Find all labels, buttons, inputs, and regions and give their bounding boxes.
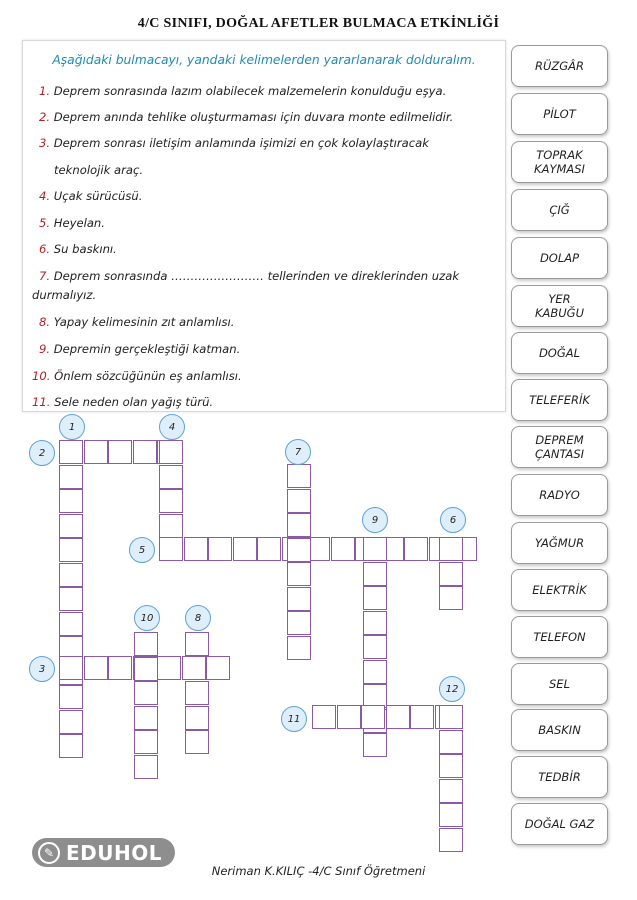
clue-text: Su baskını. <box>53 242 117 256</box>
clue-number-badge: 4 <box>159 414 185 440</box>
clue-3 <box>39 136 429 150</box>
crossword-cell[interactable] <box>59 734 83 758</box>
clue-text: Deprem sonrası iletişim anlamında işimizi en çok kolaylaştıracak <box>53 136 429 150</box>
word-text: DOĞAL <box>538 346 581 360</box>
word-text: YAĞMUR <box>534 536 585 550</box>
clue-number-badge: 7 <box>285 439 311 465</box>
word-card <box>511 426 608 468</box>
clue-text: Uçak sürücüsü. <box>53 189 143 203</box>
crossword-cell[interactable] <box>185 730 209 754</box>
clue-text: Sele neden olan yağış türü. <box>54 395 214 409</box>
crossword-cell[interactable] <box>363 562 387 586</box>
word-card <box>511 522 608 564</box>
word-text: TOPRAK KAYMASI <box>534 148 585 176</box>
clue-7-continuation: durmalıyız. <box>32 288 97 302</box>
crossword-cell[interactable] <box>185 632 209 656</box>
crossword-cell[interactable] <box>59 587 83 611</box>
clue-number-badge: 6 <box>440 507 466 533</box>
crossword-cell[interactable] <box>404 537 428 561</box>
crossword-cell[interactable] <box>363 635 387 659</box>
word-card <box>511 93 608 135</box>
clue-11 <box>32 395 213 409</box>
word-text: RADYO <box>539 488 580 502</box>
crossword-cell[interactable] <box>363 733 387 757</box>
crossword-cell[interactable] <box>134 681 158 705</box>
clue-number-badge: 11 <box>281 706 307 732</box>
clue-text: Heyelan. <box>53 216 105 230</box>
clue-number-badge: 12 <box>439 676 465 702</box>
crossword-cell[interactable] <box>439 779 463 803</box>
word-text: BASKIN <box>538 723 581 737</box>
crossword-cell[interactable] <box>185 706 209 730</box>
clue-panel <box>22 40 506 412</box>
crossword-cell[interactable] <box>134 706 158 730</box>
crossword-cell[interactable] <box>386 705 410 729</box>
crossword-cell[interactable] <box>133 440 157 464</box>
crossword-cell[interactable] <box>233 537 257 561</box>
clue-text: Önlem sözcüğünün eş anlamlısı. <box>54 369 242 383</box>
crossword-cell[interactable] <box>439 828 463 852</box>
crossword-cell[interactable] <box>331 537 355 561</box>
crossword-cell[interactable] <box>59 538 83 562</box>
crossword-cell[interactable] <box>337 705 361 729</box>
crossword-cell[interactable] <box>59 465 83 489</box>
clue-8 <box>39 315 234 329</box>
word-text: TEDBİR <box>538 770 581 784</box>
crossword-cell[interactable] <box>363 611 387 635</box>
crossword-cell[interactable] <box>287 464 311 488</box>
crossword-cell[interactable] <box>108 440 132 464</box>
crossword-cell[interactable] <box>134 730 158 754</box>
crossword-cell[interactable] <box>108 656 132 680</box>
word-text: SEL <box>549 677 570 691</box>
clue-number: 4. <box>39 189 51 203</box>
clue-number: 11. <box>32 395 51 409</box>
crossword-cell[interactable] <box>287 611 311 635</box>
word-text: DOĞAL GAZ <box>524 817 595 831</box>
crossword-cell[interactable] <box>206 656 230 680</box>
clue-text: Deprem sonrasında …………………… tellerinden ve direklerinden uzak <box>53 269 460 283</box>
clue-number-badge: 1 <box>59 414 85 440</box>
word-text: TELEFON <box>533 630 586 644</box>
word-text: PİLOT <box>543 107 576 121</box>
crossword-cell[interactable] <box>363 537 387 561</box>
word-text: ELEKTRİK <box>532 583 587 597</box>
clue-number: 2. <box>39 110 51 124</box>
logo-mark-icon: ✎ <box>38 842 60 864</box>
crossword-cell[interactable] <box>439 537 463 561</box>
crossword-cell[interactable] <box>361 705 385 729</box>
clue-number: 9. <box>39 342 51 356</box>
clue-text: Deprem sonrasında lazım olabilecek malzemelerin konulduğu eşya. <box>53 84 447 98</box>
word-card <box>511 45 608 87</box>
crossword-cell[interactable] <box>59 685 83 709</box>
crossword-cell[interactable] <box>257 537 281 561</box>
word-text: ÇIĞ <box>549 203 570 217</box>
crossword-cell[interactable] <box>59 656 83 680</box>
crossword-cell[interactable] <box>363 586 387 610</box>
clue-5 <box>39 216 105 230</box>
logo-text: EDUHOL <box>66 840 162 865</box>
word-card <box>511 569 608 611</box>
word-card <box>511 709 608 751</box>
crossword-cell[interactable] <box>59 440 83 464</box>
crossword-cell[interactable] <box>287 538 311 562</box>
clue-number-badge: 9 <box>362 507 388 533</box>
crossword-cell[interactable] <box>134 755 158 779</box>
word-card <box>511 756 608 798</box>
crossword-cell[interactable] <box>159 440 183 464</box>
clue-9 <box>39 342 240 356</box>
word-text: TELEFERİK <box>529 393 590 407</box>
word-card <box>511 237 608 279</box>
crossword-cell[interactable] <box>59 710 83 734</box>
crossword-cell[interactable] <box>439 586 463 610</box>
crossword-cell[interactable] <box>84 656 108 680</box>
clue-number-badge: 2 <box>29 440 55 466</box>
crossword-cell[interactable] <box>363 660 387 684</box>
clue-number: 8. <box>39 315 51 329</box>
crossword-cell[interactable] <box>287 562 311 586</box>
crossword-cell[interactable] <box>439 803 463 827</box>
clue-4 <box>39 189 142 203</box>
crossword-cell[interactable] <box>287 489 311 513</box>
word-text: DOLAP <box>539 251 580 265</box>
eduhol-logo <box>32 838 175 867</box>
clue-2 <box>39 110 453 124</box>
clue-number: 1. <box>39 84 51 98</box>
page-title: 4/C SINIFI, DOĞAL AFETLER BULMACA ETKİNLİĞİ <box>137 16 500 31</box>
crossword-cell[interactable] <box>287 513 311 537</box>
word-card <box>511 285 608 327</box>
footer-credit: Neriman K.KILIÇ -4/C Sınıf Öğretmeni <box>211 864 426 878</box>
crossword-cell[interactable] <box>59 489 83 513</box>
clue-number: 5. <box>39 216 51 230</box>
crossword-cell[interactable] <box>134 657 158 681</box>
word-text: YER KABUĞU <box>534 292 585 320</box>
word-card <box>511 474 608 516</box>
crossword-cell[interactable] <box>182 656 206 680</box>
crossword-cell[interactable] <box>439 730 463 754</box>
clue-number-badge: 8 <box>185 605 211 631</box>
word-text: DEPREM ÇANTASI <box>534 433 585 461</box>
clue-6 <box>39 242 117 256</box>
instructions: Aşağıdaki bulmacayı, yandaki kelimelerden yararlanarak dolduralım. <box>52 53 476 67</box>
crossword-cell[interactable] <box>439 705 463 729</box>
word-card <box>511 141 608 183</box>
crossword-cell[interactable] <box>184 537 208 561</box>
word-card <box>511 663 608 705</box>
crossword-cell[interactable] <box>185 681 209 705</box>
crossword-cell[interactable] <box>287 636 311 660</box>
crossword-cell[interactable] <box>159 465 183 489</box>
crossword-cell[interactable] <box>59 514 83 538</box>
crossword-cell[interactable] <box>159 537 183 561</box>
crossword-cell[interactable] <box>59 612 83 636</box>
crossword-cell[interactable] <box>84 440 108 464</box>
crossword-cell[interactable] <box>312 705 336 729</box>
crossword-cell[interactable] <box>134 632 158 656</box>
word-text: RÜZGÂR <box>534 59 585 73</box>
clue-number: 3. <box>39 136 51 150</box>
crossword-cell[interactable] <box>208 537 232 561</box>
clue-number-badge: 3 <box>29 656 55 682</box>
clue-number-badge: 5 <box>129 537 155 563</box>
clue-1 <box>39 84 446 98</box>
word-card <box>511 803 608 845</box>
crossword-cell[interactable] <box>439 754 463 778</box>
clue-number-badge: 10 <box>134 605 160 631</box>
crossword-cell[interactable] <box>410 705 434 729</box>
crossword-cell[interactable] <box>439 562 463 586</box>
clue-text: Yapay kelimesinin zıt anlamlısı. <box>53 315 235 329</box>
word-card <box>511 189 608 231</box>
crossword-cell[interactable] <box>157 656 181 680</box>
clue-7 <box>39 269 459 283</box>
crossword-cell[interactable] <box>287 587 311 611</box>
crossword-cell[interactable] <box>59 563 83 587</box>
clue-number: 6. <box>39 242 51 256</box>
clue-10 <box>32 369 242 383</box>
word-card <box>511 332 608 374</box>
clue-number: 7. <box>39 269 51 283</box>
clue-text: Deprem anında tehlike oluşturmaması için duvara monte edilmelidir. <box>53 110 454 124</box>
crossword-cell[interactable] <box>159 514 183 538</box>
clue-number: 10. <box>32 369 51 383</box>
word-card <box>511 616 608 658</box>
clue-3-continuation: teknolojik araç. <box>54 163 144 177</box>
crossword-cell[interactable] <box>159 489 183 513</box>
clue-text: Depremin gerçekleştiği katman. <box>53 342 241 356</box>
word-card <box>511 379 608 421</box>
